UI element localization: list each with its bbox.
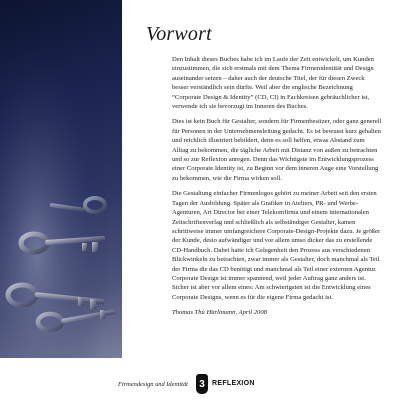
page-number: 3: [196, 374, 208, 394]
paragraph: Dies ist kein Buch für Gestalter, sondern für Firmenbesitzer, oder ganz generell für Personen in der Unternehmensleitung gedacht. Es ist bewusst kurz gehalten und reichlich illustriert bebildert, denn es soll helfen, etwas Abstand zum Alltag zu bekommen, die tägliche Arbeit mit Distanz von außen zu betrachten und so zur Reflexion anregen. Denn das Wichtigste im Entwicklungsprozess einer Corporate Identity ist, zu Beginn vor dem inneren Auge eine Vorstellung zu bekommen, wie die Firma wirken soll.: [172, 118, 382, 182]
footer-book-title: Firmendesign und Identität: [118, 381, 188, 388]
author-signature: Thomas Thù Hürlimann, April 2008: [172, 309, 267, 317]
paragraph: Den Inhalt dieses Buches habe ich im Laufe der Zeit entwickelt, um Kunden einzustimmen, die sich erstmals mit dem Thema Firmenidentität und Design auseinander setzen – daher auch der deutsche Titel, der für diesen Zweck besser verständlich sein dürfte. Weil aber die englische Bezeichnung “Corporate Design & Identity” (CD, CI) in Fachkreisen gebräuchlicher ist, verwende ich sie bevorzugt im Inneren des Buches.: [172, 56, 374, 111]
keys-illustration: [0, 0, 122, 358]
body-text: [172, 55, 382, 318]
paragraph: Die Gestaltung einfacher Firmenlogos gehört zu meiner Arbeit seit den ersten Tagen der Ausbildung. Später als Grafiker in Ateliers, PR- und Werbe-Agenturen, Art Director bei einer Telekomfirma und einem internationalen Zeitschriftenverlag und schließlich als selbständiger Gestalter, kamen schrittweise immer umfangreichere Corporate-Design-Projekte dazu. Je größer der Kunde, desto aufwändiger und vor allem umso dicker das zu erstellende CD-Handbuch. Dabei hatte ich Gelegenheit den Prozess aus verschiedenen Blickwinkeln zu betrachten, zwar immer als Gestalter, doch manchmal als Teil der Firma die das CD benötigt und manchmal als Teil einer externen Agentur. Corporate Design ist immer spannend, weil jeder Auftrag ganz anders ist. Sicher ist aber vor allem eines: Am schwierigsten ist die Entwicklung eines Corporate Designs, wenn es für die eigene Firma gedacht ist.: [172, 190, 381, 301]
keys-photo: [0, 0, 122, 358]
footer-section-title: REFLEXION: [212, 380, 255, 387]
page-title: Vorwort: [146, 23, 212, 45]
